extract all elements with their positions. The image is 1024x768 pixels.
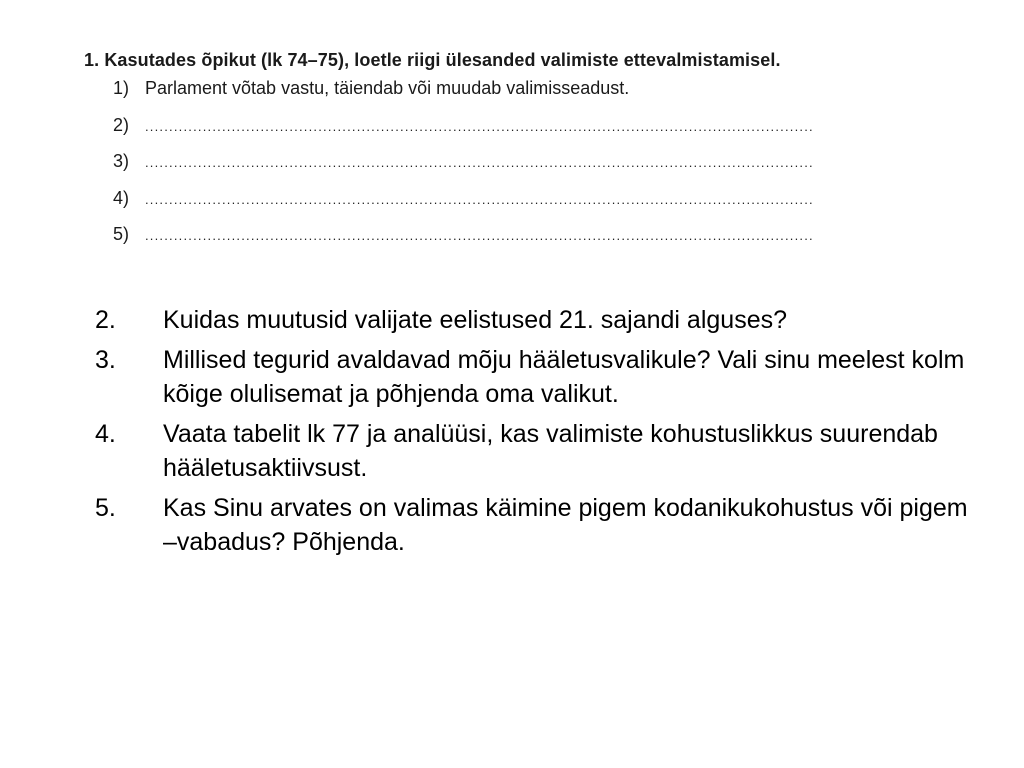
worksheet-excerpt [84,48,944,261]
worksheet-answer-item [84,78,944,115]
worksheet-answer-number: 5) [113,224,130,244]
worksheet-answer-blank: ........................................................................................................................................... [145,118,814,134]
worksheet-answer-item [84,188,944,225]
question-item [95,303,975,337]
question-number: 4. [95,420,116,448]
question-text: Millised tegurid avaldavad mõju hääletusvalikule? Vali sinu meelest kolm kõige olulisemat ja põhjenda oma valikut. [163,346,965,408]
worksheet-answer-number: 3) [113,151,130,171]
question-number: 3. [95,346,116,374]
worksheet-title: 1. Kasutades õpikut (lk 74–75), loetle riigi ülesanded valimiste ettevalmistamisel. [84,50,781,70]
worksheet-answer-number: 2) [113,114,130,135]
worksheet-answer-blank: ........................................................................................................................................... [145,155,814,170]
worksheet-answer-number: 1) [113,78,130,98]
worksheet-answer-item [84,224,944,261]
question-text: Vaata tabelit lk 77 ja analüüsi, kas valimiste kohustuslikkus suurendab hääletusaktiivsust. [163,420,938,482]
question-number: 2. [95,306,116,334]
worksheet-answer-item [84,151,944,188]
question-item [95,417,975,485]
question-item [95,343,975,411]
question-item [95,491,975,559]
question-list [95,303,975,565]
worksheet-answer-blank: ........................................................................................................................................... [145,191,814,207]
question-text: Kuidas muutusid valijate eelistused 21. sajandi alguses? [163,306,787,334]
worksheet-answer-item [84,115,944,152]
worksheet-answer-text: Parlament võtab vastu, täiendab või muudab valimisseadust. [145,78,630,98]
worksheet-answer-blank: ........................................................................................................................................... [145,228,814,243]
worksheet-answer-list [84,78,944,261]
question-text: Kas Sinu arvates on valimas käimine pigem kodanikukohustus või pigem –vabadus? Põhjenda. [163,494,968,556]
question-number: 5. [95,494,116,522]
worksheet-answer-number: 4) [113,187,130,208]
